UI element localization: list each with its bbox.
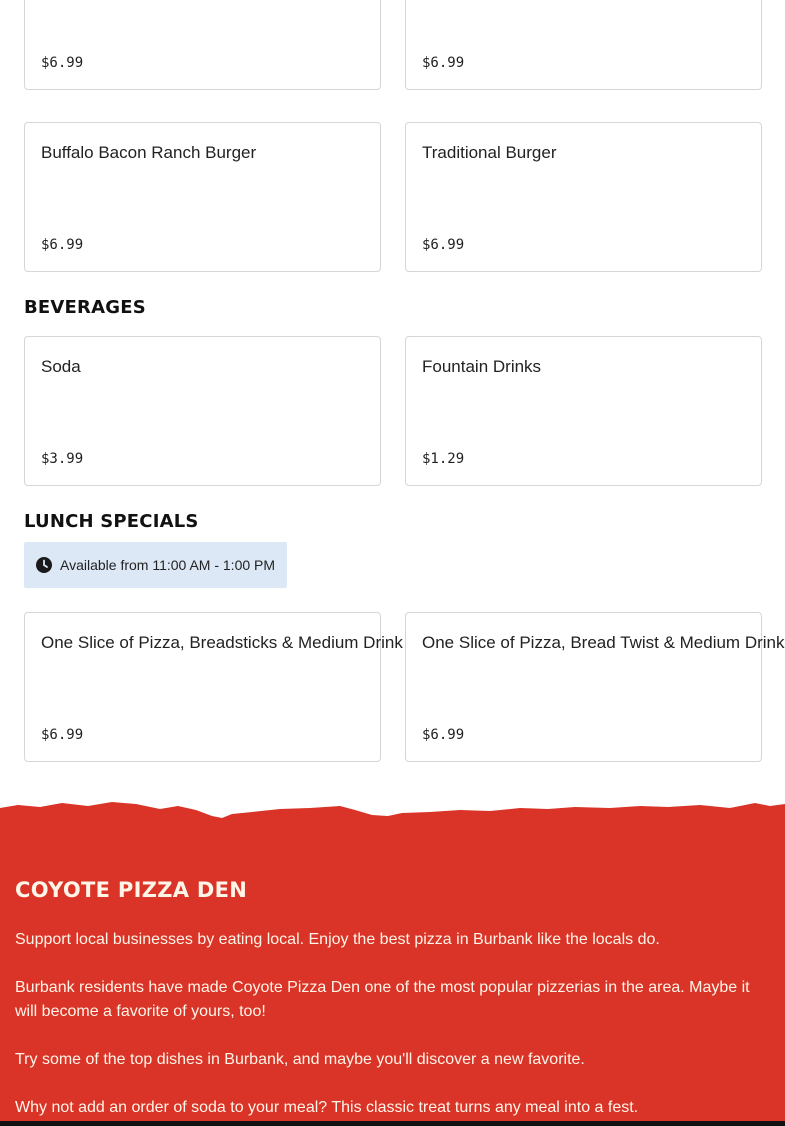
menu-item-name: Fountain Drinks — [422, 357, 542, 376]
menu-grid-beverages — [24, 336, 762, 486]
menu-item-price: $6.99 — [422, 727, 465, 743]
footer-brand-title: COYOTE PIZZA DEN — [15, 878, 248, 902]
footer-paragraph: Support local businesses by eating local. Enjoy the best pizza in Burbank like the locals do. — [15, 931, 660, 948]
menu-item-name: Soda — [41, 357, 81, 376]
menu-item-card[interactable] — [405, 0, 762, 90]
availability-badge — [24, 542, 287, 588]
menu-item-price: $3.99 — [41, 451, 84, 467]
footer-paragraph: Why not add an order of soda to your meal? This classic treat turns any meal into a fest. — [15, 1099, 639, 1116]
footer-background — [0, 820, 785, 1126]
menu-item-price: $6.99 — [422, 55, 465, 71]
section-title-beverages: BEVERAGES — [24, 297, 146, 318]
menu-grid-burgers — [24, 122, 762, 272]
menu-item-card[interactable] — [24, 336, 381, 486]
menu-item-card[interactable] — [405, 336, 762, 486]
menu-grid-lunch-specials — [24, 612, 785, 762]
footer-paragraph: Burbank residents have made Coyote Pizza Den one of the most popular pizzerias in the area. Maybe it will become a favorite of yours, too! — [15, 979, 750, 1020]
bottom-bar — [0, 1121, 785, 1126]
menu-item-price: $6.99 — [41, 727, 84, 743]
menu-item-price: $6.99 — [422, 237, 465, 253]
menu-item-price: $1.29 — [422, 451, 465, 467]
footer — [0, 800, 785, 1126]
menu-item-card[interactable] — [24, 122, 381, 272]
menu-item-price: $6.99 — [41, 237, 84, 253]
menu-item-price: $6.99 — [41, 55, 84, 71]
menu-item-name: Traditional Burger — [422, 143, 557, 162]
menu-item-card[interactable] — [405, 122, 762, 272]
menu-item-card[interactable] — [24, 612, 403, 762]
menu-item-card[interactable] — [405, 612, 785, 762]
section-title-lunch-specials: LUNCH SPECIALS — [24, 511, 199, 532]
clock-icon — [36, 557, 52, 573]
availability-text: Available from 11:00 AM - 1:00 PM — [60, 557, 276, 573]
menu-item-name: Buffalo Bacon Ranch Burger — [41, 143, 257, 162]
menu-item-name: One Slice of Pizza, Breadsticks & Medium Drink — [41, 633, 403, 652]
footer-paragraph: Try some of the top dishes in Burbank, and maybe you'll discover a new favorite. — [15, 1051, 585, 1068]
menu-item-name: One Slice of Pizza, Bread Twist & Medium Drink — [422, 633, 785, 652]
menu-grid-top — [24, 0, 762, 90]
menu-item-card[interactable] — [24, 0, 381, 90]
